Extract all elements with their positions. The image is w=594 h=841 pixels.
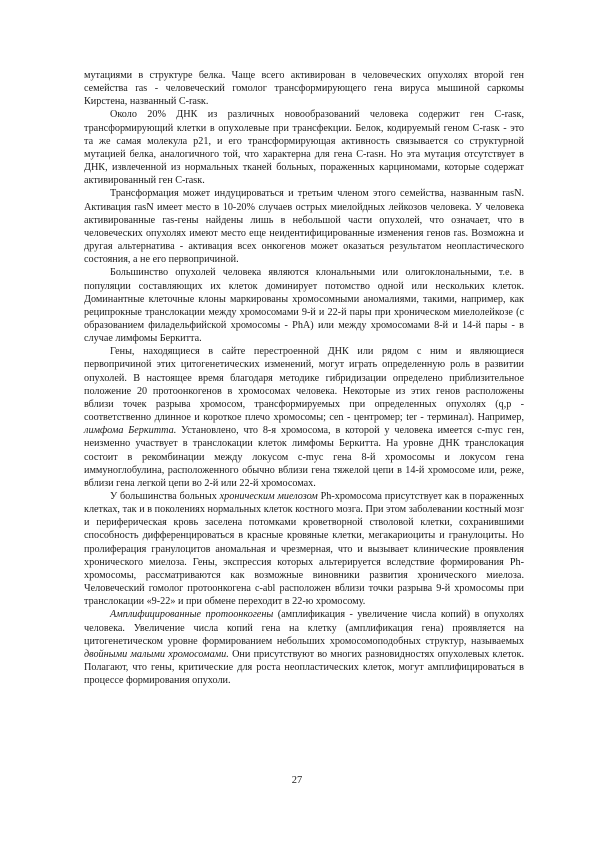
- paragraph-text: Ph-хромосома присутствует как в пораженных клетках, так и в поколениях нормальных клеток костного мозга. При этом заболевании костный мозг и периферическая кровь заселена потомками кроветворной стволовой клетки, сохранившими способность дифференцироваться в красные кровяные клетки, мегакариоциты и гранулоциты. Но пролиферация гранулоцитов аномальная и чрезмерная, что и вызывает клинические проявления хронического миелоза. Гены, экспрессия которых альтерируется вследствие формирования Ph-хромосомы, рассматриваются как возможные виновники развития хронического миелоза. Человеческий гомолог протоонкогена c-abl расположен вблизи точки разрыва 9-й хромосомы при транслокации «9-22» и при обмене переходит в 22-ю хромосому.: [84, 491, 524, 608]
- italic-text: хроническим миелозом: [219, 491, 318, 502]
- paragraph: [84, 69, 524, 108]
- paragraph: [84, 345, 524, 490]
- paragraph-text: (амплификация - увеличение числа копий) в опухолях человека. Увеличение числа копий гена на клетку (амплификация гена) проявляется на цитогенетическом уровне формированием небольших хромосомоподобных структур, называемых: [84, 609, 524, 647]
- paragraph-text: Трансформация может индуцироваться и третьим членом этого семейства, названным rasN. Активация rasN имеет место в 10-20% случаев острых миелойдных лейкозов человека. У человека активированные ras-гены найдены лишь в небольшой части опухолей, что означает, что в человеческих опухолях имеют место еще неидентифицированные изменения генов ras. Возможна и другая альтернатива - активация всех онкогенов может оказаться результатом неопластического состояния, а не его первопричиной.: [84, 188, 524, 266]
- italic-text: лимфома Беркитта.: [84, 425, 177, 437]
- italic-text: Амплифицированные протоонкогены: [110, 609, 274, 621]
- paragraph: [84, 187, 524, 266]
- paragraph: [84, 490, 524, 608]
- paragraph: [84, 266, 524, 345]
- paragraph-text: Около 20% ДНК из различных новообразований человека содержит ген C-rasк, трансформирующий клетки в опухолевые при трансфекции. Белок, кодируемый геном C-rasк - это та же самая молекула p21, и его трансформирующая активность связывается со структурной мутацией белка, аналогичного той, что характерна для гена C-rasн. Но эта мутация отсутствует в ДНК, извлеченной из нормальных тканей больных, пораженных карциномами, которые содержат активированный ген C-rasк.: [84, 109, 524, 187]
- paragraph: [84, 608, 524, 687]
- paragraph-text: Установлено, что 8-я хромосома, в которой у человека имеется c-myc ген, неизменно участвует в транслокации клеток лимфомы Беркитта. На уровне ДНК транслокация состоит в рекомбинации между локусом c-myc гена 8-й хромосомы и локусом гена иммуноглобулина, расположенного обычно вблизи гена тяжелой цепи в 14-й хромосоме или, реже, вблизи гена легкой цепи во 2-й или 22-й хромосомах.: [84, 425, 525, 489]
- italic-text: двойными малыми хромосомами.: [84, 648, 229, 660]
- body-text: [84, 69, 524, 687]
- paragraph: [84, 108, 524, 187]
- paragraph-text: Большинство опухолей человека являются клональными или олигоклональными, т.е. в популяции составляющих их клеток доминирует потомство одной или нескольких клеток. Доминантные клеточные клоны маркированы хромосомными аномалиями, такими, например, как реципрокные транслокации между хромосомами 9-й и 22-й пары при хроническом миелолейкозе (с образованием филадельфийской хромосомы - PhA) или между хромосомами 8-й и 14-й пары - в случае лимфомы Беркитта.: [84, 267, 524, 345]
- paragraph-text: Они присутствуют во многих разновидностях опухолевых клеток. Полагают, что гены, критические для роста неопластических клеток, могут амплифицироваться в процессе формирования опухоли.: [84, 648, 524, 687]
- paragraph-text: Гены, находящиеся в сайте перестроенной ДНК или рядом с ним и являющиеся первопричиной этих цитогенетических изменений, могут играть определенную роль в развитии опухолей. В настоящее время благодаря методике гибридизации определено приблизительное положение 20 протоонкогенов в хромосомах человека. Некоторые из этих генов расположены вблизи точек разрыва хромосом, трансформируемых при определенных опухолях (q,p - соответственно длинное и короткое плечо хромосомы; cen - центромер; ter - терминал). Например,: [84, 346, 524, 424]
- paragraph-text: мутациями в структуре белка. Чаще всего активирован в человеческих опухолях второй ген семейства ras - человеческий гомолог трансформирующего гена вируса мышиной саркомы Кирстена, названный C-rasк.: [84, 70, 524, 108]
- page-number: 27: [291, 775, 303, 786]
- paragraph-text: У большинства больных: [110, 491, 220, 502]
